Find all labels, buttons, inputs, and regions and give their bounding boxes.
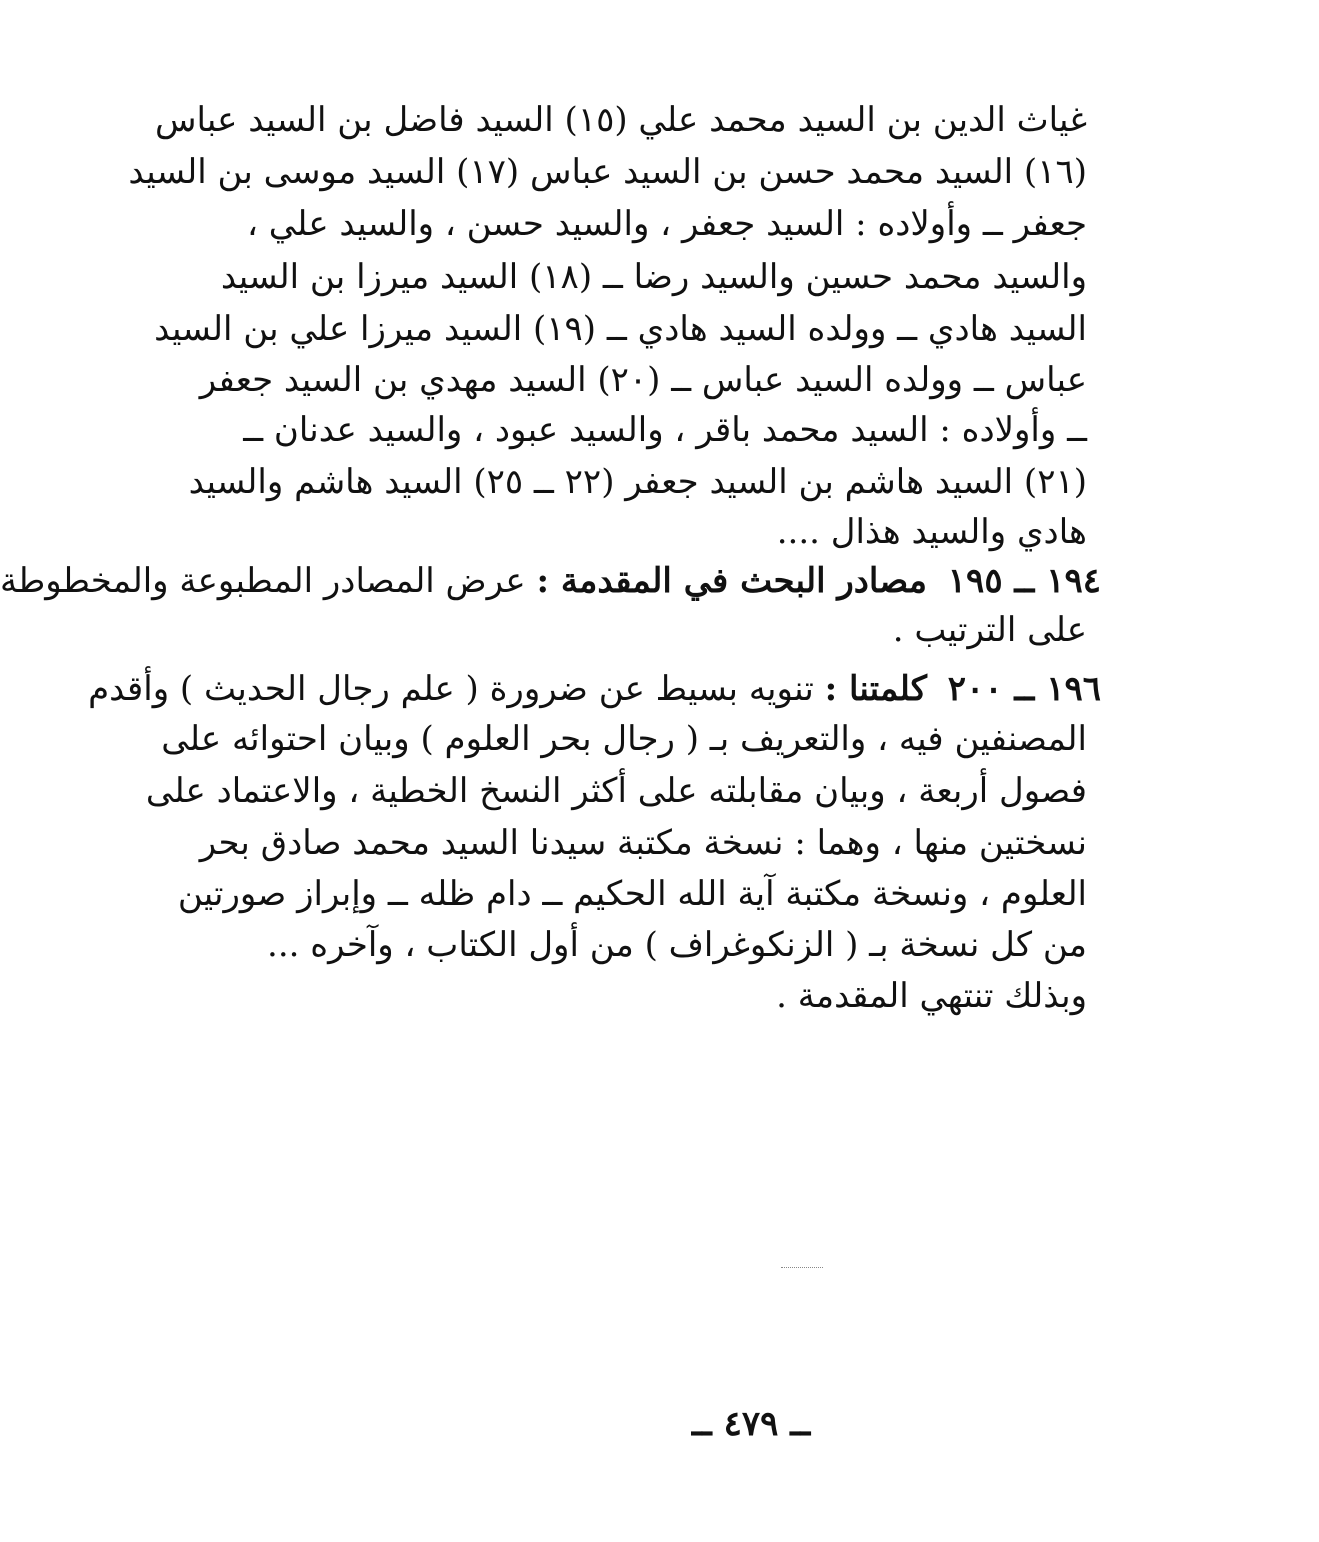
entry-196-continuation-line: العلوم ، ونسخة مكتبة آية الله الحكيم ــ دام ظله ــ وإبراز صورتين (177, 874, 1087, 914)
entry-194-number: ١٩٤ ــ ١٩٥ (947, 561, 1101, 601)
entry-196-number: ١٩٦ ــ ٢٠٠ (947, 669, 1101, 709)
entry-194-text: عرض المصادر المطبوعة والمخطوطة (0, 561, 526, 601)
text-line: غياث الدين بن السيد محمد علي (١٥) السيد فاضل بن السيد عباس (155, 100, 1087, 140)
entry-196-continuation-line: المصنفين فيه ، والتعريف بـ ( رجال بحر العلوم ) وبيان احتوائه على (161, 719, 1087, 759)
text-line: (٢١) السيد هاشم بن السيد جعفر (٢٢ ــ ٢٥) السيد هاشم والسيد (188, 462, 1087, 502)
text-line: والسيد محمد حسين والسيد رضا ــ (١٨) السيد ميرزا بن السيد (220, 257, 1087, 297)
entry-196-continuation-line: فصول أربعة ، وبيان مقابلته على أكثر النسخ الخطية ، والاعتماد على (145, 771, 1087, 811)
text-line: هادي والسيد هذال .... (776, 512, 1087, 552)
text-line: ــ وأولاده : السيد محمد باقر ، والسيد عبود ، والسيد عدنان ــ (243, 410, 1087, 450)
text-line: (١٦) السيد محمد حسن بن السيد عباس (١٧) السيد موسى بن السيد (128, 152, 1087, 192)
entry-196-continuation-line: نسختين منها ، وهما : نسخة مكتبة سيدنا السيد محمد صادق بحر (199, 823, 1087, 863)
text-line: جعفر ــ وأولاده : السيد جعفر ، والسيد حسن ، والسيد علي ، (246, 204, 1087, 244)
text-line: عباس ــ وولده السيد عباس ــ (٢٠) السيد مهدي بن السيد جعفر (199, 360, 1087, 400)
entry-196-continuation-line: من كل نسخة بـ ( الزنكوغراف ) من أول الكتاب ، وآخره ... (267, 925, 1087, 965)
entry-196-text: تنويه بسيط عن ضرورة ( علم رجال الحديث ) وأقدم (88, 669, 814, 709)
scan-speck (781, 1267, 823, 1270)
page-number: ــ ٤٧٩ ــ (691, 1404, 811, 1444)
text-line: السيد هادي ــ وولده السيد هادي ــ (١٩) السيد ميرزا علي بن السيد (154, 309, 1087, 349)
entry-194-line (0, 561, 1101, 601)
entry-194-continuation: على الترتيب . (892, 610, 1087, 650)
entry-196-line (88, 669, 1101, 709)
entry-194-title: مصادر البحث في المقدمة : (536, 561, 927, 601)
entry-196-continuation-line: وبذلك تنتهي المقدمة . (776, 976, 1087, 1016)
entry-196-title: كلمتنا : (824, 669, 927, 709)
